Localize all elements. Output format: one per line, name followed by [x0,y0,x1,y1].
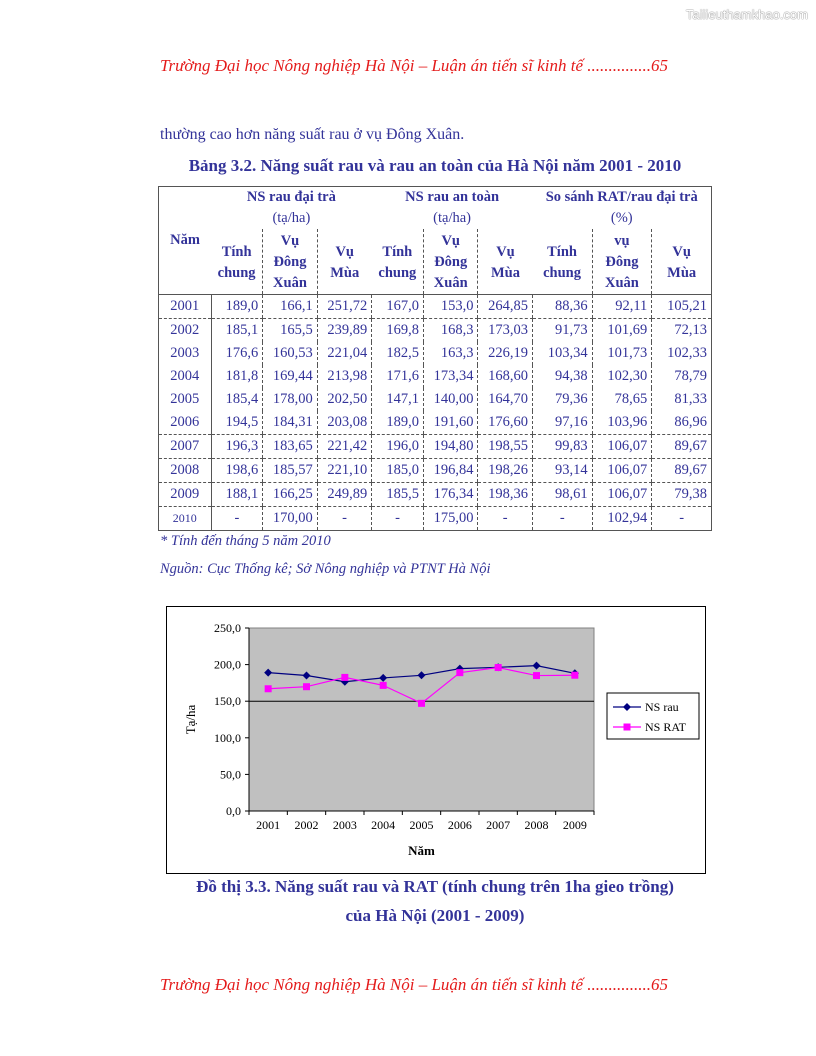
value-cell: 194,5 [211,411,263,435]
plot-area [249,628,594,811]
value-cell: 78,79 [652,365,712,388]
value-cell: 173,03 [478,319,533,343]
y-tick-label: 250,0 [214,621,241,635]
value-cell: 171,6 [372,365,424,388]
value-cell: 89,67 [652,435,712,459]
data-point [495,664,502,671]
value-cell: 189,0 [372,411,424,435]
year-cell: 2009 [159,483,212,507]
value-cell: - [372,507,424,531]
data-point [456,669,463,676]
table-row [159,388,712,411]
value-cell: 176,34 [423,483,478,507]
subheader-3 [372,229,424,295]
x-tick-label: 2007 [486,818,511,832]
data-point [418,700,425,707]
x-tick-label: 2001 [256,818,281,832]
subheader-word: chung [217,264,256,281]
value-cell: 183,65 [263,435,318,459]
table-source: Nguồn: Cục Thống kê; Sở Nông nghiệp và PTNT Hà Nội [160,561,491,577]
data-point [341,674,348,681]
value-cell: 102,94 [592,507,652,531]
legend-label: NS rau [645,700,679,714]
legend-label: NS RAT [645,720,687,734]
value-cell: 99,83 [532,435,592,459]
value-cell: 147,1 [372,388,424,411]
running-footer: Trường Đại học Nông nghiệp Hà Nội – Luận án tiến sĩ kinh tế ...............65 [160,975,669,994]
table-row [159,342,712,365]
value-cell: 101,73 [592,342,652,365]
table-row [159,365,712,388]
value-cell: 79,36 [532,388,592,411]
value-cell: 226,19 [478,342,533,365]
table-row [159,459,712,483]
value-cell: - [532,507,592,531]
value-cell: 91,73 [532,319,592,343]
value-cell: 194,80 [423,435,478,459]
value-cell: 106,07 [592,435,652,459]
table-row [159,483,712,507]
value-cell: 160,53 [263,342,318,365]
value-cell: 196,3 [211,435,263,459]
subheader-word: Vụ [496,243,515,260]
subheader-word: Mùa [667,264,697,281]
value-cell: 182,5 [372,342,424,365]
subheader-word: Mùa [490,264,520,281]
value-cell: 168,3 [423,319,478,343]
running-header: Trường Đại học Nông nghiệp Hà Nội – Luận án tiến sĩ kinh tế ...............65 [160,56,669,75]
data-point [265,685,272,692]
group-header-ns-rat: NS rau an toàn (tạ/ha) [372,187,533,230]
y-tick-label: 200,0 [214,657,241,672]
value-cell: - [478,507,533,531]
x-tick-label: 2002 [294,818,319,832]
data-point [533,672,540,679]
value-cell: 176,6 [211,342,263,365]
subheader-1 [263,229,318,295]
value-cell: 103,96 [592,411,652,435]
chart-caption-line2: của Hà Nội (2001 - 2009) [345,906,525,925]
year-cell: 2004 [159,365,212,388]
value-cell: 106,07 [592,459,652,483]
subheader-8 [652,229,712,295]
value-cell: 185,4 [211,388,263,411]
subheader-5 [478,229,533,295]
year-cell: 2005 [159,388,212,411]
col-header-year: Năm [159,187,212,295]
subheader-7 [592,229,652,295]
subheader-word: Xuân [273,275,307,291]
group-header-so-sanh: So sánh RAT/rau đại trà (%) [532,187,711,230]
value-cell: - [317,507,372,531]
subheader-word: chung [378,264,417,281]
subheader-word: Xuân [605,275,639,291]
subheader-word: Tính [547,243,577,260]
x-tick-label: 2005 [409,818,434,832]
table-row [159,319,712,343]
x-tick-label: 2003 [332,818,357,832]
x-axis-label: Năm [408,843,435,858]
value-cell: 165,5 [263,319,318,343]
value-cell: 94,38 [532,365,592,388]
subheader-0 [211,229,263,295]
subheader-6 [532,229,592,295]
y-tick-label: 0,0 [226,804,241,818]
data-point [303,683,310,690]
value-cell: 221,42 [317,435,372,459]
x-tick-label: 2006 [447,818,472,832]
legend-marker [624,724,631,731]
value-cell: 168,60 [478,365,533,388]
value-cell: 102,30 [592,365,652,388]
subheader-word: Tính [382,243,413,260]
value-cell: 102,33 [652,342,712,365]
value-cell: 198,6 [211,459,263,483]
value-cell: 188,1 [211,483,263,507]
value-cell: 213,98 [317,365,372,388]
subheader-4 [423,229,478,295]
year-cell: 2006 [159,411,212,435]
value-cell: 79,38 [652,483,712,507]
value-cell: - [211,507,263,531]
value-cell: 175,00 [423,507,478,531]
value-cell: 178,00 [263,388,318,411]
year-cell: 2010 [159,507,212,531]
subheader-word: Vụ [672,243,691,260]
subheader-word: Vụ [441,233,460,249]
value-cell: 221,04 [317,342,372,365]
value-cell: 173,34 [423,365,478,388]
value-cell: 166,1 [263,295,318,319]
body-text: thường cao hơn năng suất rau ở vụ Đông Xuân. [160,126,465,143]
value-cell: 251,72 [317,295,372,319]
value-cell: 239,89 [317,319,372,343]
subheader-word: chung [543,264,581,281]
year-cell: 2001 [159,295,212,319]
group-header-ns-rau: NS rau đại trà (tạ/ha) [211,187,372,230]
value-cell: 191,60 [423,411,478,435]
table-title: Bảng 3.2. Năng suất rau và rau an toàn của Hà Nội năm 2001 - 2010 [188,156,682,175]
value-cell: 72,13 [652,319,712,343]
value-cell: 140,00 [423,388,478,411]
subheader-word: Đông [605,254,639,270]
subheader-word: Vụ [280,233,300,249]
subheader-word: Tính [221,243,252,260]
value-cell: 203,08 [317,411,372,435]
table-row [159,507,712,531]
subheader-word: vụ [614,233,630,249]
value-cell: 170,00 [263,507,318,531]
value-cell: 106,07 [592,483,652,507]
table-note: * Tính đến tháng 5 năm 2010 [160,533,331,549]
data-table [158,186,712,531]
value-cell: 164,70 [478,388,533,411]
subheader-word: Đông [434,254,468,270]
table-row [159,295,712,319]
x-tick-label: 2004 [371,818,396,832]
value-cell: 169,8 [372,319,424,343]
value-cell: 264,85 [478,295,533,319]
year-cell: 2007 [159,435,212,459]
value-cell: 185,0 [372,459,424,483]
value-cell: 98,61 [532,483,592,507]
value-cell: 153,0 [423,295,478,319]
value-cell: 167,0 [372,295,424,319]
subheader-word: Vụ [335,243,354,260]
value-cell: 189,0 [211,295,263,319]
x-tick-label: 2008 [524,818,549,832]
value-cell: 202,50 [317,388,372,411]
data-point [380,682,387,689]
value-cell: 169,44 [263,365,318,388]
value-cell: 92,11 [592,295,652,319]
subheader-word: Đông [273,254,307,270]
value-cell: 221,10 [317,459,372,483]
value-cell: 81,33 [652,388,712,411]
data-point [571,672,578,679]
value-cell: - [652,507,712,531]
value-cell: 198,55 [478,435,533,459]
chart-caption-line1: Đồ thị 3.3. Năng suất rau và RAT (tính chung trên 1ha gieo trồng) [196,877,674,896]
y-tick-label: 100,0 [214,730,241,745]
value-cell: 105,21 [652,295,712,319]
value-cell: 198,26 [478,459,533,483]
chart-frame [166,606,706,874]
value-cell: 163,3 [423,342,478,365]
x-tick-label: 2009 [562,818,587,832]
value-cell: 185,5 [372,483,424,507]
line-chart [167,607,705,873]
value-cell: 97,16 [532,411,592,435]
value-cell: 198,36 [478,483,533,507]
subheader-2 [317,229,372,295]
y-tick-label: 150,0 [214,694,241,709]
year-cell: 2008 [159,459,212,483]
value-cell: 166,25 [263,483,318,507]
y-axis-label: Tạ/ha [183,704,198,735]
value-cell: 185,57 [263,459,318,483]
value-cell: 184,31 [263,411,318,435]
value-cell: 196,0 [372,435,424,459]
year-cell: 2002 [159,319,212,343]
year-cell: 2003 [159,342,212,365]
value-cell: 176,60 [478,411,533,435]
value-cell: 88,36 [532,295,592,319]
value-cell: 185,1 [211,319,263,343]
subheader-word: Mùa [330,264,360,281]
value-cell: 78,65 [592,388,652,411]
table-row [159,435,712,459]
table-row [159,411,712,435]
value-cell: 89,67 [652,459,712,483]
value-cell: 101,69 [592,319,652,343]
value-cell: 93,14 [532,459,592,483]
value-cell: 249,89 [317,483,372,507]
y-tick-label: 50,0 [220,767,241,782]
value-cell: 103,34 [532,342,592,365]
value-cell: 196,84 [423,459,478,483]
value-cell: 181,8 [211,365,263,388]
subheader-word: Xuân [433,275,468,291]
watermark: Tailieuthamkhao.com [685,7,808,22]
value-cell: 86,96 [652,411,712,435]
